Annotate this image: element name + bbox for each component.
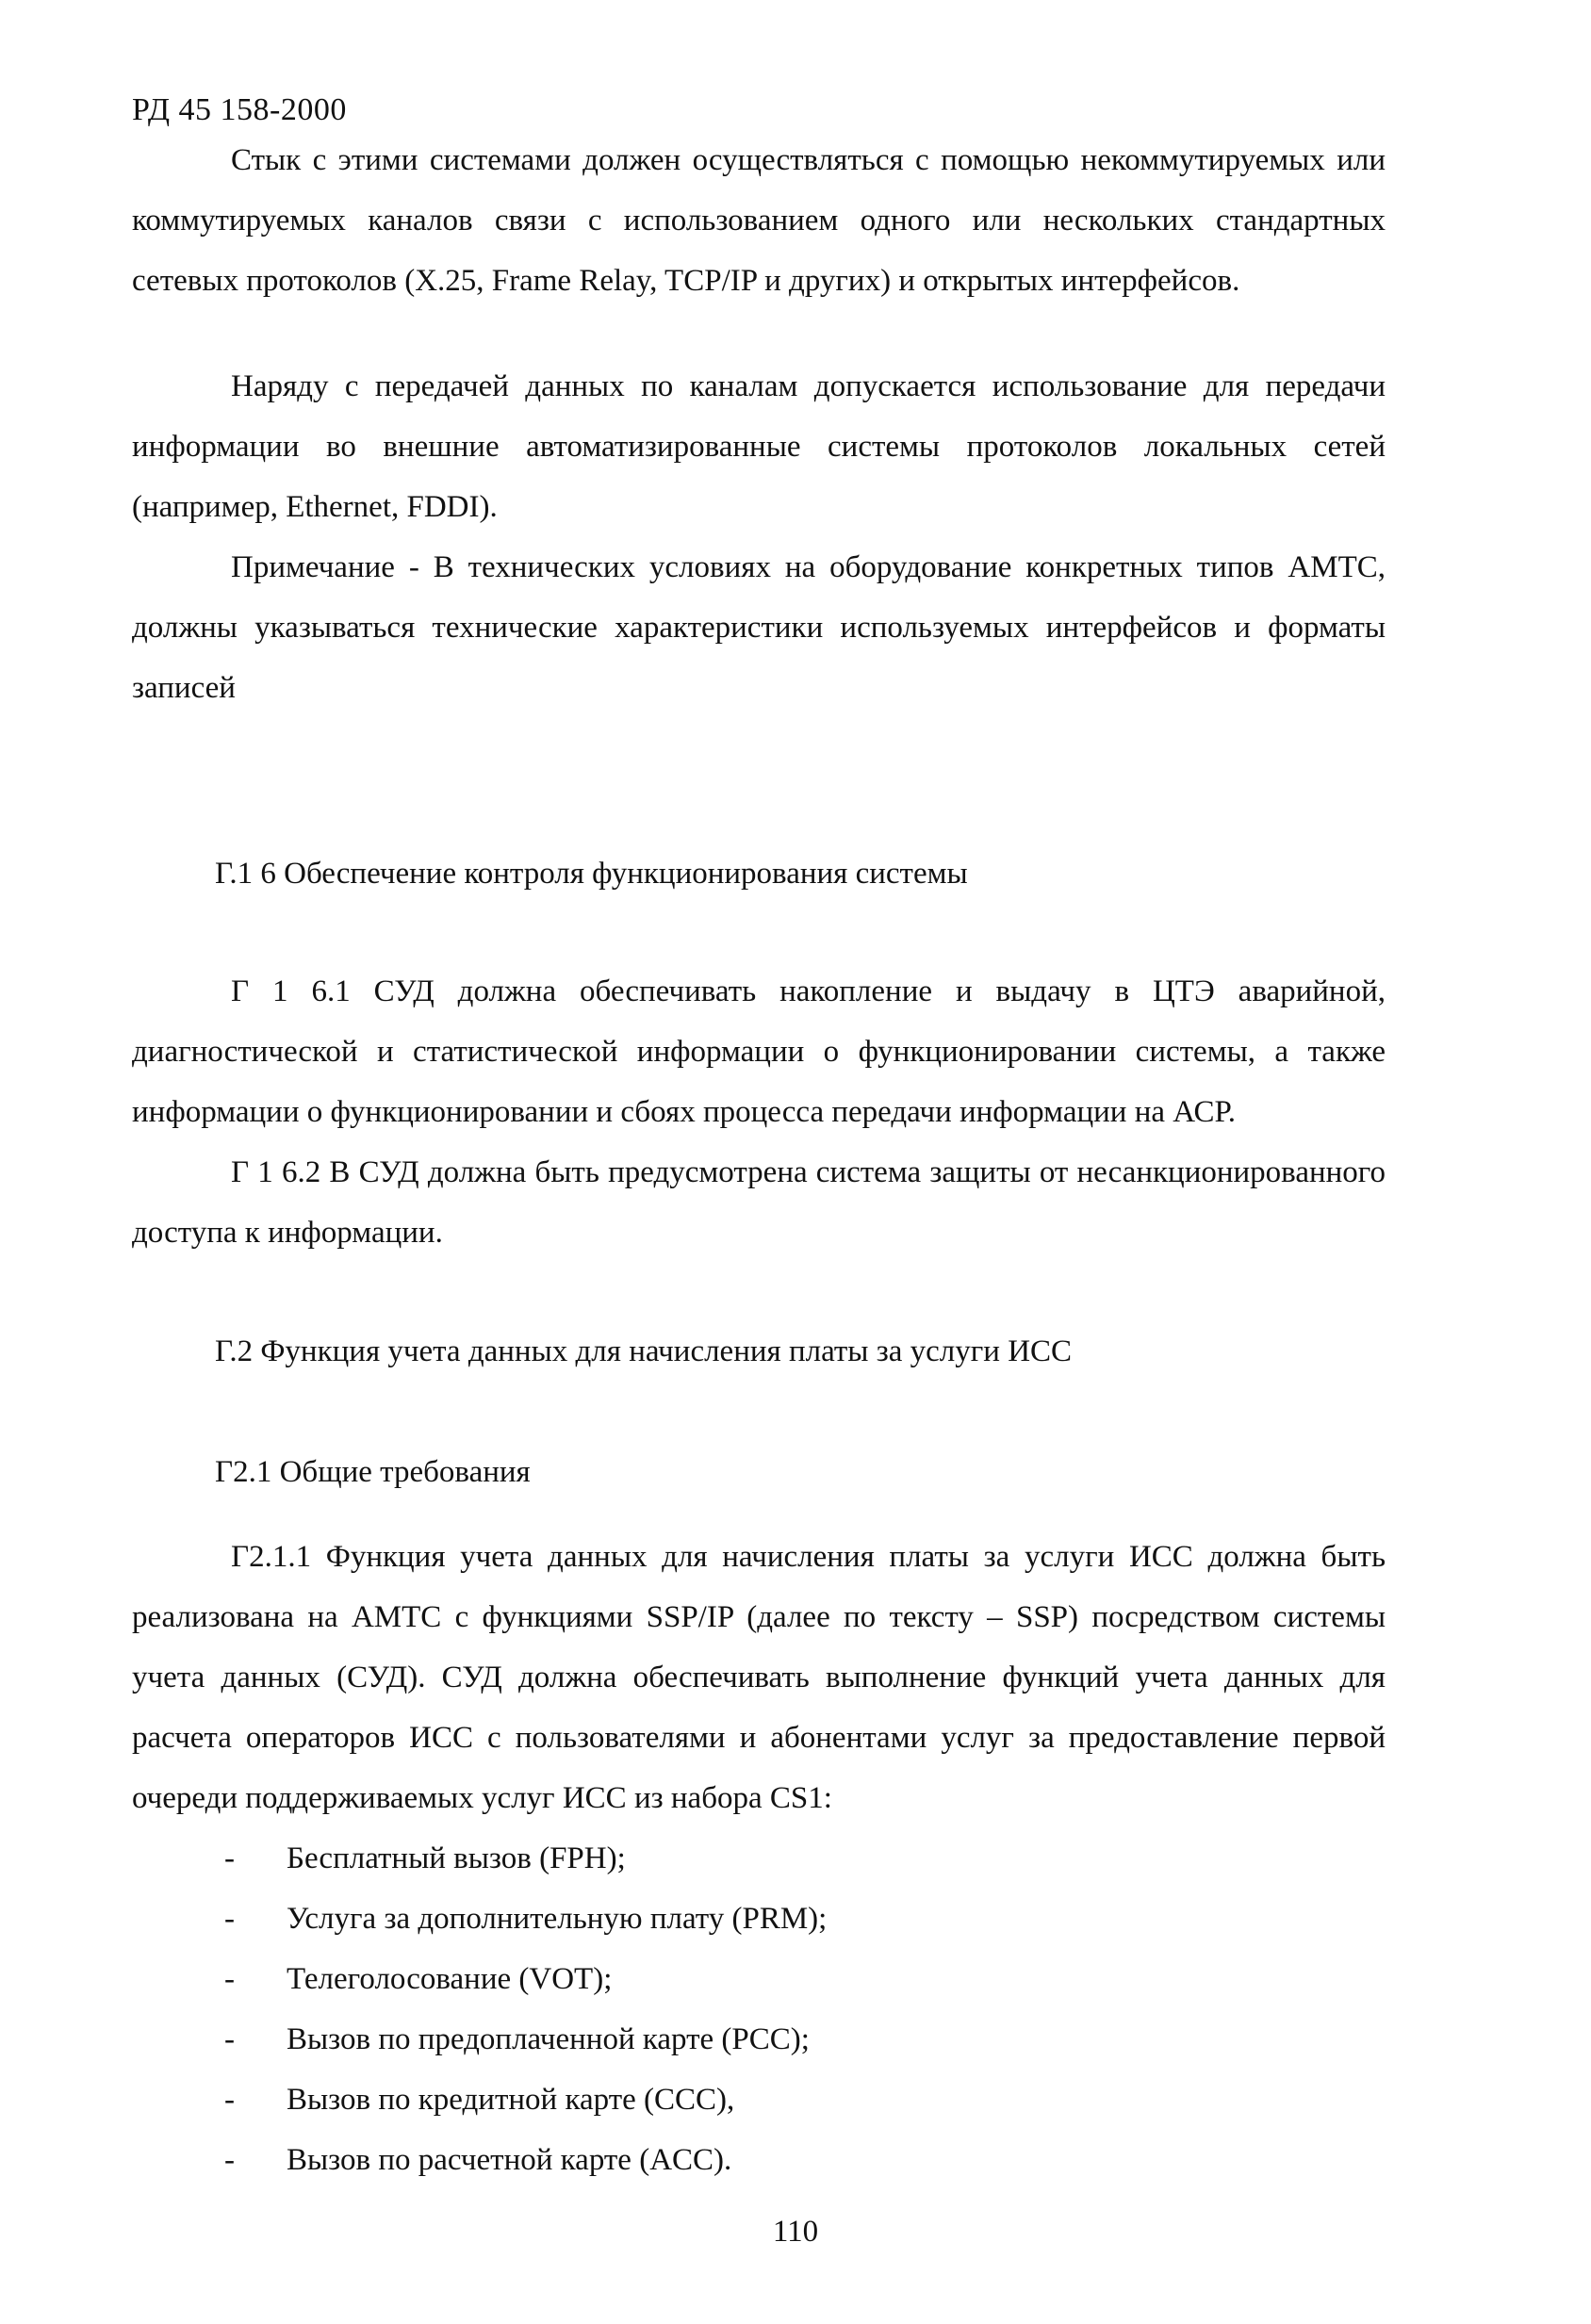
list-item-text: Телеголосование (VOT);: [287, 1962, 613, 1996]
paragraph-g162: Г 1 6.2 В СУД должна быть предусмотрена система защиты от несанкционированного доступа к информации.: [132, 1155, 1386, 1250]
paragraph-g211: Г2.1.1 Функция учета данных для начисления платы за услуги ИСС должна быть реализована на АМТС с функциями SSP/IP (далее по тексту – SSP) посредством системы учета данных (СУД). СУД должна обеспечивать выполнение функций учета данных для расчета операторов ИСС с пользователями и абонентами услуг за предоставление первой очереди поддерживаемых услуг ИСС из набора CS1:: [132, 1540, 1386, 1815]
list-item-text: Вызов по кредитной карте (CCC),: [287, 2083, 735, 2117]
section-heading-g16: Г.1 6 Обеспечение контроля функционирования системы: [215, 857, 968, 891]
service-list: [215, 1828, 827, 2190]
dash-marker: -: [224, 2143, 235, 2177]
list-item-text: Бесплатный вызов (FPH);: [287, 1841, 626, 1875]
section-heading-g21: Г2.1 Общие требования: [215, 1455, 531, 1489]
document-code: РД 45 158-2000: [132, 92, 347, 127]
dash-marker: -: [224, 1841, 235, 1875]
paragraph-local-networks: Наряду с передачей данных по каналам допускается использование для передачи информации во внешние автоматизированные системы протоколов локальных сетей (например, Ethernet, FDDI).: [132, 369, 1386, 524]
list-item-text: Услуга за дополнительную плату (PRM);: [287, 1902, 828, 1936]
paragraph-interfaces: Стык с этими системами должен осуществляться с помощью некоммутируемых или коммутируемых каналов связи с использованием одного или нескольких стандартных сетевых протоколов (X.25, Frame Relay, TCP/IP и других) и открытых интерфейсов.: [132, 143, 1386, 298]
dash-marker: -: [224, 1962, 235, 1996]
page-number: 110: [772, 2215, 819, 2249]
dash-marker: -: [224, 2022, 235, 2056]
section-heading-g2: Г.2 Функция учета данных для начисления платы за услуги ИСС: [215, 1334, 1073, 1368]
dash-marker: -: [224, 2083, 235, 2117]
dash-marker: -: [224, 1902, 235, 1936]
list-item: [215, 1889, 827, 1949]
list-item-text: Вызов по расчетной карте (ACC).: [287, 2143, 732, 2177]
list-item: [215, 1949, 827, 2009]
paragraph-note: Примечание - В технических условиях на оборудование конкретных типов АМТС, должны указываться технические характеристики используемых интерфейсов и форматы записей: [132, 550, 1386, 705]
list-item-text: Вызов по предоплаченной карте (PCC);: [287, 2022, 810, 2056]
paragraph-g161: Г 1 6.1 СУД должна обеспечивать накопление и выдачу в ЦТЭ аварийной, диагностической и статистической информации о функционировании системы, а также информации о функционировании и сбоях процесса передачи информации на АСР.: [132, 974, 1386, 1129]
list-item: [215, 2070, 827, 2130]
list-item: [215, 2130, 827, 2190]
list-item: [215, 2009, 827, 2070]
list-item: [215, 1828, 827, 1889]
